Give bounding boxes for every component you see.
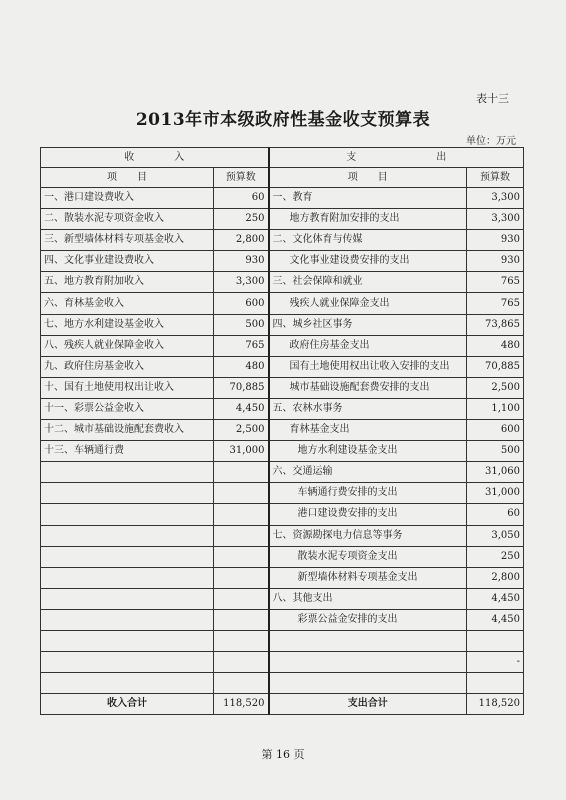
table-row [41, 293, 524, 314]
income-item: 十、国有土地使用权出让收入 [41, 377, 214, 398]
income-value [214, 673, 269, 694]
income-value [214, 483, 269, 504]
table-row [41, 377, 524, 398]
table-row [41, 314, 524, 335]
expense-value: 500 [467, 441, 524, 462]
expense-value: 3,050 [467, 525, 524, 546]
income-value [214, 546, 269, 567]
expense-item: 文化事业建设费安排的支出 [269, 251, 467, 272]
income-item [41, 504, 214, 525]
expense-total-label: 支出合计 [269, 694, 467, 715]
expense-item [269, 652, 467, 673]
income-item [41, 630, 214, 651]
income-item [41, 546, 214, 567]
income-total-label: 收入合计 [41, 694, 214, 715]
expense-item [269, 673, 467, 694]
page-number: 第 16 页 [261, 748, 305, 761]
income-value: 2,800 [214, 230, 269, 251]
column-header-row [41, 168, 524, 188]
income-value: 2,500 [214, 420, 269, 441]
table-row [41, 335, 524, 356]
expense-item-col-header: 项 目 [269, 168, 467, 188]
income-value [214, 652, 269, 673]
income-item: 五、地方教育附加收入 [41, 272, 214, 293]
expense-value: 70,885 [467, 356, 524, 377]
expense-value: 765 [467, 272, 524, 293]
table-row [41, 251, 524, 272]
expense-item: 政府住房基金支出 [269, 335, 467, 356]
expense-header: 支 出 [269, 148, 524, 168]
income-value: 500 [214, 314, 269, 335]
table-row [41, 652, 524, 673]
expense-item: 彩票公益金安排的支出 [269, 609, 467, 630]
unit-label: 单位：万元 [466, 136, 516, 147]
table-tag: 表十三 [476, 92, 509, 105]
total-row [41, 694, 524, 715]
income-item: 十一、彩票公益金收入 [41, 398, 214, 419]
table-row [41, 188, 524, 209]
income-item: 八、残疾人就业保障金收入 [41, 335, 214, 356]
income-item-col-header: 项 目 [41, 168, 214, 188]
table-row [41, 398, 524, 419]
income-value: 765 [214, 335, 269, 356]
table-row [41, 230, 524, 251]
section-header-row [41, 148, 524, 168]
income-value [214, 567, 269, 588]
income-value [214, 462, 269, 483]
expense-item: 港口建设费安排的支出 [269, 504, 467, 525]
income-item [41, 462, 214, 483]
expense-total-value: 118,520 [467, 694, 524, 715]
expense-value: 31,060 [467, 462, 524, 483]
income-item [41, 567, 214, 588]
expense-value: 2,800 [467, 567, 524, 588]
income-item: 十三、车辆通行费 [41, 441, 214, 462]
expense-value: 930 [467, 251, 524, 272]
expense-value: 1,100 [467, 398, 524, 419]
table-row [41, 356, 524, 377]
expense-item: 四、城乡社区事务 [269, 314, 467, 335]
expense-value: 480 [467, 335, 524, 356]
table-row [41, 441, 524, 462]
expense-item [269, 630, 467, 651]
expense-value: 250 [467, 546, 524, 567]
table-row [41, 420, 524, 441]
income-value: 930 [214, 251, 269, 272]
expense-value: 31,000 [467, 483, 524, 504]
income-item [41, 673, 214, 694]
table-row [41, 567, 524, 588]
table-row [41, 483, 524, 504]
income-item: 三、新型墙体材料专项基金收入 [41, 230, 214, 251]
income-item [41, 525, 214, 546]
income-value: 31,000 [214, 441, 269, 462]
income-item: 一、港口建设费收入 [41, 188, 214, 209]
table-row [41, 673, 524, 694]
expense-item: 残疾人就业保障金支出 [269, 293, 467, 314]
income-item [41, 483, 214, 504]
expense-item: 八、其他支出 [269, 588, 467, 609]
expense-item: 地方教育附加安排的支出 [269, 209, 467, 230]
expense-item: 二、文化体育与传媒 [269, 230, 467, 251]
income-value: 3,300 [214, 272, 269, 293]
expense-budget-col-header: 预算数 [467, 168, 524, 188]
income-value: 60 [214, 188, 269, 209]
expense-value: 4,450 [467, 609, 524, 630]
table-row [41, 504, 524, 525]
income-item [41, 652, 214, 673]
expense-item: 车辆通行费安排的支出 [269, 483, 467, 504]
table-row [41, 525, 524, 546]
table-row [41, 209, 524, 230]
expense-value: 73,865 [467, 314, 524, 335]
income-item: 九、政府住房基金收入 [41, 356, 214, 377]
page-title: 2013年市本级政府性基金收支预算表 [135, 110, 431, 130]
expense-value: 4,450 [467, 588, 524, 609]
table-row [41, 546, 524, 567]
expense-value: 765 [467, 293, 524, 314]
expense-item: 地方水利建设基金支出 [269, 441, 467, 462]
expense-item: 城市基础设施配套费安排的支出 [269, 377, 467, 398]
income-value [214, 630, 269, 651]
income-value: 250 [214, 209, 269, 230]
income-total-value: 118,520 [214, 694, 269, 715]
expense-item: 六、交通运输 [269, 462, 467, 483]
expense-item: 国有土地使用权出让收入安排的支出 [269, 356, 467, 377]
expense-value: 3,300 [467, 209, 524, 230]
income-header: 收 入 [41, 148, 269, 168]
income-budget-col-header: 预算数 [214, 168, 269, 188]
income-value [214, 525, 269, 546]
budget-table [40, 147, 524, 715]
income-value [214, 588, 269, 609]
table-row [41, 630, 524, 651]
expense-value: 3,300 [467, 188, 524, 209]
expense-item: 散装水泥专项资金支出 [269, 546, 467, 567]
income-value [214, 504, 269, 525]
expense-value: - [467, 652, 524, 673]
expense-value: 2,500 [467, 377, 524, 398]
expense-value: 60 [467, 504, 524, 525]
income-value: 4,450 [214, 398, 269, 419]
income-item: 十二、城市基础设施配套费收入 [41, 420, 214, 441]
expense-item: 五、农林水事务 [269, 398, 467, 419]
income-value [214, 609, 269, 630]
expense-item: 七、资源勘探电力信息等事务 [269, 525, 467, 546]
income-item: 七、地方水利建设基金收入 [41, 314, 214, 335]
table-row [41, 462, 524, 483]
income-item: 四、文化事业建设费收入 [41, 251, 214, 272]
expense-value [467, 673, 524, 694]
expense-value: 600 [467, 420, 524, 441]
income-item [41, 609, 214, 630]
table-row [41, 272, 524, 293]
expense-item: 育林基金支出 [269, 420, 467, 441]
income-item: 六、育林基金收入 [41, 293, 214, 314]
income-item [41, 588, 214, 609]
expense-value: 930 [467, 230, 524, 251]
expense-value [467, 630, 524, 651]
expense-item: 三、社会保障和就业 [269, 272, 467, 293]
income-value: 480 [214, 356, 269, 377]
expense-item: 新型墙体材料专项基金支出 [269, 567, 467, 588]
income-value: 70,885 [214, 377, 269, 398]
income-item: 二、散装水泥专项资金收入 [41, 209, 214, 230]
expense-item: 一、教育 [269, 188, 467, 209]
table-row [41, 588, 524, 609]
income-value: 600 [214, 293, 269, 314]
table-row [41, 609, 524, 630]
